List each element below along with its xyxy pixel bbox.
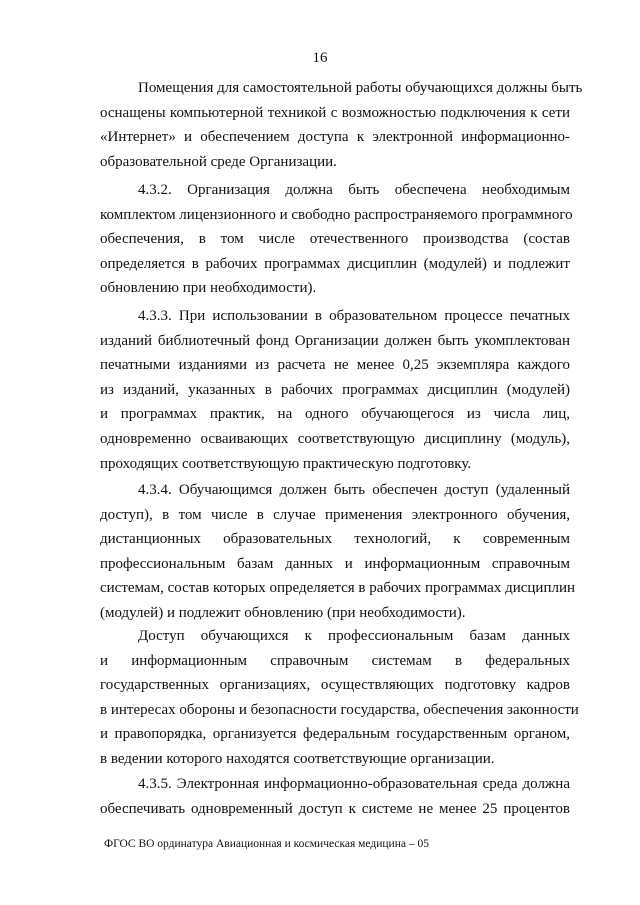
text-line: определяется в рабочих программах дисциплин (модулей) и подлежит: [100, 255, 570, 272]
text-line: и программах практик, на одного обучающегося из числа лиц,: [100, 406, 570, 423]
text-line: «Интернет» и обеспечением доступа к электронной информационно-: [100, 129, 570, 146]
paragraph: [100, 772, 570, 821]
paragraph: [100, 76, 583, 174]
text-line: оснащены компьютерной техникой с возможностью подключения к сети: [100, 104, 570, 121]
text-line: доступ), в том числе в случае применения электронного обучения,: [100, 506, 570, 523]
text-line: обеспечения, в том числе отечественного производства (состав: [100, 231, 570, 248]
text-line: государственных организациях, осуществляющих подготовку кадров: [100, 677, 570, 694]
text-line: Помещения для самостоятельной работы обучающихся должны быть: [138, 80, 583, 96]
text-line: образовательной среде Организации.: [100, 153, 337, 170]
text-line: из изданий, указанных в рабочих программах дисциплин (модулей): [100, 381, 570, 398]
text-line: дистанционных образовательных технологий, к современным: [100, 531, 570, 548]
text-line: в интересах обороны и безопасности государства, обеспечения законности: [100, 701, 579, 718]
text-line: Доступ обучающихся к профессиональным базам данных: [138, 628, 570, 644]
paragraph: [100, 178, 573, 301]
document-footer: ФГОС ВО ординатура Авиационная и космическая медицина – 05: [104, 838, 429, 850]
text-line: профессиональным базам данных и информационным справочным: [100, 555, 570, 572]
text-line: печатными изданиями из расчета не менее 0,25 экземпляра каждого: [100, 357, 570, 374]
text-line: одновременно осваивающих соответствующую дисциплину (модуль),: [100, 430, 570, 447]
text-line: обновлению при необходимости).: [100, 280, 317, 297]
paragraph: [100, 478, 576, 626]
text-line: 4.3.5. Электронная информационно-образовательная среда должна: [138, 776, 570, 792]
text-line: 4.3.3. При использовании в образовательном процессе печатных: [138, 308, 570, 324]
paragraph: [100, 624, 579, 772]
text-line: комплектом лицензионного и свободно распространяемого программного: [100, 206, 573, 223]
text-line: и правопорядка, организуется федеральным государственным органом,: [100, 726, 570, 743]
text-line: и информационным справочным системам в федеральных: [100, 652, 570, 669]
text-line: обеспечивать одновременный доступ к системе не менее 25 процентов: [100, 800, 570, 817]
text-line: проходящих соответствующую практическую подготовку.: [100, 455, 472, 472]
text-line: (модулей) и подлежит обновлению (при необходимости).: [100, 604, 466, 621]
text-line: 4.3.2. Организация должна быть обеспечена необходимым: [138, 182, 570, 198]
page-number: 16: [312, 50, 328, 66]
paragraph: [100, 304, 570, 476]
text-line: системам, состав которых определяется в рабочих программах дисциплин: [100, 580, 576, 597]
text-line: в ведении которого находятся соответствующие организации.: [100, 750, 495, 767]
text-line: изданий библиотечный фонд Организации должен быть укомплектован: [100, 332, 570, 349]
text-line: 4.3.4. Обучающимся должен быть обеспечен доступ (удаленный: [138, 482, 570, 498]
